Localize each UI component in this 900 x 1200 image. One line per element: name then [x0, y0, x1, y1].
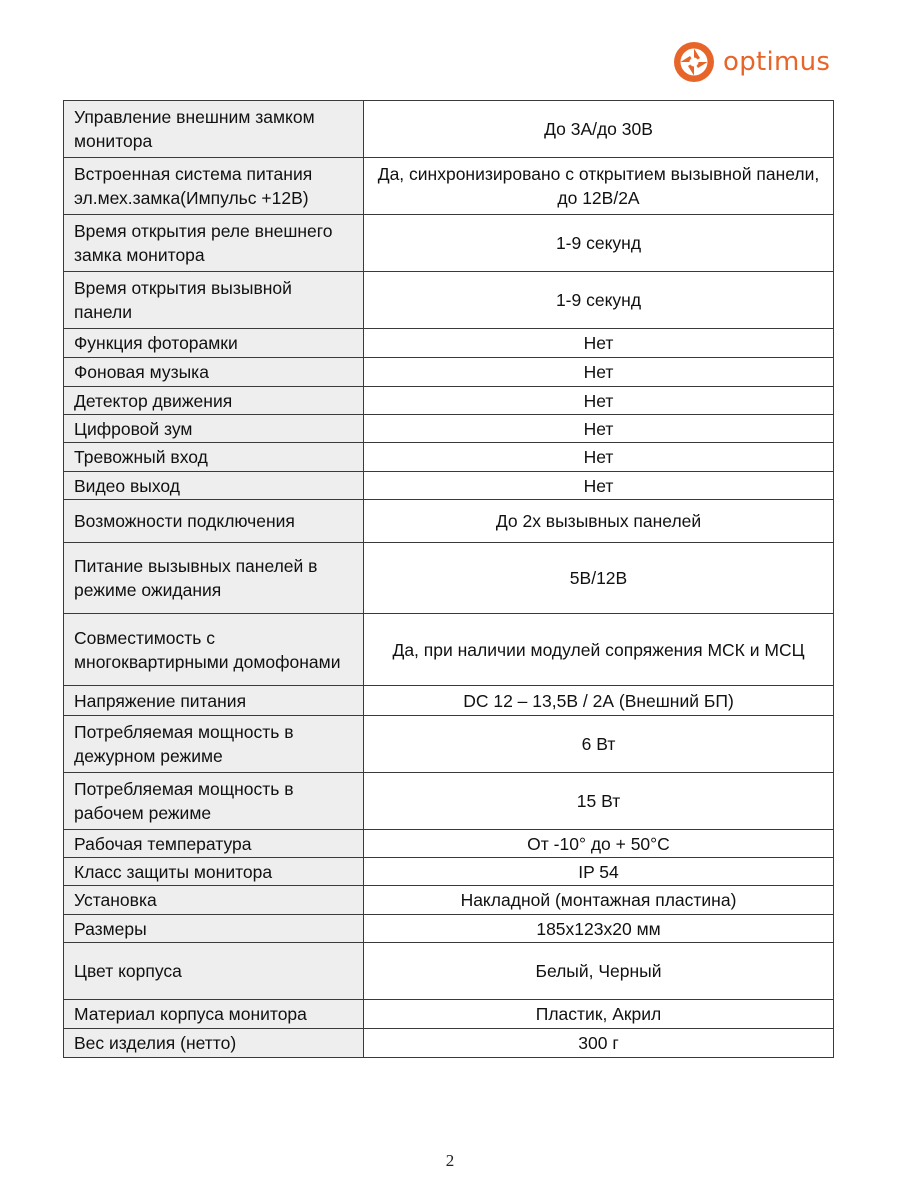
spec-value: От -10° до + 50°С: [364, 830, 834, 858]
table-row: [64, 886, 834, 915]
table-row: [64, 543, 834, 614]
spec-value: До 3А/до 30В: [364, 101, 834, 158]
table-row: [64, 858, 834, 886]
spec-label: Детектор движения: [64, 387, 364, 415]
table-row: [64, 272, 834, 329]
spec-label: Вес изделия (нетто): [64, 1029, 364, 1058]
table-row: [64, 915, 834, 943]
spec-value: Нет: [364, 358, 834, 387]
spec-value: Нет: [364, 443, 834, 472]
brand-logo: [673, 40, 830, 84]
spec-label: Питание вызывных панелей в режиме ожидания: [64, 543, 364, 614]
spec-value: Белый, Черный: [364, 943, 834, 1000]
page-number: 2: [445, 1151, 455, 1170]
spec-label: Тревожный вход: [64, 443, 364, 472]
spec-label: Время открытия реле внешнего замка монитора: [64, 215, 364, 272]
spec-label: Напряжение питания: [64, 686, 364, 716]
spec-label: Потребляемая мощность в рабочем режиме: [64, 773, 364, 830]
table-row: [64, 773, 834, 830]
spec-value: Нет: [364, 472, 834, 500]
spec-value: Да, при наличии модулей сопряжения МСК и МСЦ: [364, 614, 834, 686]
table-row: [64, 443, 834, 472]
spec-label: Цвет корпуса: [64, 943, 364, 1000]
table-row: [64, 101, 834, 158]
table-row: [64, 387, 834, 415]
table-row: [64, 215, 834, 272]
spec-label: Возможности подключения: [64, 500, 364, 543]
spec-value: Да, синхронизировано с открытием вызывной панели, до 12В/2А: [364, 158, 834, 215]
spec-value: До 2х вызывных панелей: [364, 500, 834, 543]
brand-name: optimus: [723, 47, 831, 77]
table-row: [64, 716, 834, 773]
spec-value: 15 Вт: [364, 773, 834, 830]
spec-label: Цифровой зум: [64, 415, 364, 443]
spec-label: Видео выход: [64, 472, 364, 500]
table-row: [64, 1000, 834, 1029]
spec-label: Встроенная система питания эл.мех.замка(Импульс +12В): [64, 158, 364, 215]
spec-value: 1-9 секунд: [364, 215, 834, 272]
table-row: [64, 358, 834, 387]
spec-label: Фоновая музыка: [64, 358, 364, 387]
table-row: [64, 500, 834, 543]
table-row: [64, 686, 834, 716]
spec-value: 185х123х20 мм: [364, 915, 834, 943]
spec-label: Класс защиты монитора: [64, 858, 364, 886]
table-row: [64, 830, 834, 858]
spec-label: Совместимость с многоквартирными домофонами: [64, 614, 364, 686]
spec-value: Нет: [364, 329, 834, 358]
spec-value: Нет: [364, 387, 834, 415]
spec-value: 300 г: [364, 1029, 834, 1058]
spec-label: Установка: [64, 886, 364, 915]
spec-table-body: [64, 101, 834, 1058]
spec-value: 5В/12В: [364, 543, 834, 614]
spec-value: DC 12 – 13,5В / 2А (Внешний БП): [364, 686, 834, 716]
table-row: [64, 329, 834, 358]
table-row: [64, 1029, 834, 1058]
spec-label: Время открытия вызывной панели: [64, 272, 364, 329]
spec-label: Потребляемая мощность в дежурном режиме: [64, 716, 364, 773]
table-row: [64, 614, 834, 686]
spec-label: Управление внешним замком монитора: [64, 101, 364, 158]
spec-label: Рабочая температура: [64, 830, 364, 858]
table-row: [64, 943, 834, 1000]
spec-value: Накладной (монтажная пластина): [364, 886, 834, 915]
spec-value: Нет: [364, 415, 834, 443]
spec-label: Размеры: [64, 915, 364, 943]
optimus-aperture-icon: [673, 41, 715, 83]
spec-value: 6 Вт: [364, 716, 834, 773]
spec-value: Пластик, Акрил: [364, 1000, 834, 1029]
table-row: [64, 158, 834, 215]
spec-value: IP 54: [364, 858, 834, 886]
spec-label: Функция фоторамки: [64, 329, 364, 358]
spec-value: 1-9 секунд: [364, 272, 834, 329]
table-row: [64, 472, 834, 500]
spec-table: [63, 100, 834, 1058]
table-row: [64, 415, 834, 443]
spec-label: Материал корпуса монитора: [64, 1000, 364, 1029]
